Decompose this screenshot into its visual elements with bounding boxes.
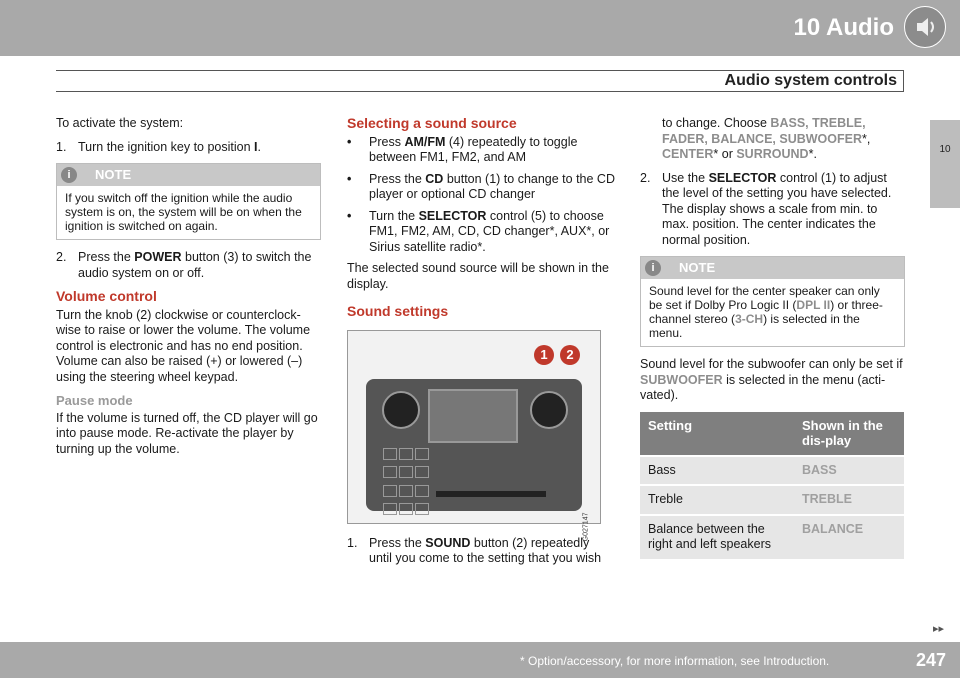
pause-text: If the volume is turned off, the CD player will go into pause mode. Re-activate the player by turning up the volume.: [56, 410, 318, 456]
table-cell: Treble: [640, 485, 794, 515]
text: Press the: [78, 250, 135, 264]
bullet-item: • Turn the SELECTOR control (5) to choose FM1, FM2, AM, CD, CD changer*, AUX*, or Sirius satellite radio*.: [347, 208, 610, 254]
keypad: [382, 447, 430, 499]
step-number: 1.: [347, 535, 358, 550]
menu-option: SUBWOOFER: [640, 372, 723, 387]
button-name: SOUND: [425, 535, 471, 550]
text: button (3) to switch the audio system on or off.: [78, 250, 312, 280]
key-position: I: [254, 139, 258, 154]
note-text: If you switch off the ignition while the audio system is on, the system will be on when the ignition is switched on again.: [65, 191, 302, 233]
text: Press: [369, 134, 405, 149]
header-bar: [0, 0, 960, 56]
section-title-bar: [56, 70, 904, 92]
text: *.: [808, 147, 817, 161]
text: control (5) to choose FM1, FM2, AM, CD, CD changer*, AUX*, or Sirius satellite radio*.: [369, 208, 610, 254]
text: control (1) to adjust the level of the setting you have selected. The display shows a scale from min. to max. position. The center indicates the normal position.: [662, 170, 892, 247]
step-2: [56, 250, 321, 281]
menu-option: 3-CH: [735, 312, 764, 326]
table-cell: Bass: [640, 456, 794, 486]
step-text: [78, 140, 261, 156]
button-name: POWER: [134, 250, 182, 264]
heading-sound-settings: Sound settings: [347, 303, 449, 319]
chapter-tab: [930, 120, 960, 208]
section-title: Audio system controls: [724, 72, 897, 89]
text: Press the: [369, 171, 426, 186]
next-page-arrows: ▸▸: [932, 623, 944, 635]
source-text: The selected sound source will be shown in the display.: [347, 261, 609, 291]
step-number: 2.: [56, 250, 67, 264]
step-number: 2.: [640, 170, 651, 185]
cd-slot: [436, 491, 546, 497]
note-box: [640, 256, 905, 347]
text: Sound level for the subwoofer can only be set if: [640, 357, 903, 371]
footnote: * Option/accessory, for more information, see Introduction.: [520, 654, 830, 668]
column-middle: [347, 116, 615, 575]
note-label: NOTE: [95, 167, 132, 183]
heading-pause-mode: Pause mode: [56, 393, 133, 408]
text: button (2) repeatedly until you come to the setting that you wish: [369, 535, 602, 565]
table-cell: BALANCE: [794, 515, 904, 559]
text: is selected in the menu (acti-vated).: [640, 372, 886, 402]
table-row: [640, 456, 904, 486]
step-text: [78, 250, 321, 281]
info-icon: i: [645, 260, 661, 276]
menu-option: CENTER: [662, 147, 714, 161]
step-1: [56, 140, 321, 156]
text: * or: [713, 147, 737, 161]
chapter-title: 10 Audio: [793, 14, 894, 41]
bullet-item: • Press AM/FM (4) repeatedly to toggle between FM1, FM2, and AM: [347, 134, 578, 164]
menu-option: SURROUND: [736, 147, 809, 161]
intro-text: To activate the system:: [56, 116, 184, 130]
step-1-continuation: [640, 116, 905, 163]
bullet-item: • Press the CD button (1) to change to the CD player or optional CD changer: [347, 171, 615, 201]
column-right: [640, 116, 905, 559]
text: button (1) to change to the CD player or optional CD changer: [369, 171, 615, 201]
control-name: SELECTOR: [708, 170, 777, 185]
chapter-tab-label: 10: [939, 144, 951, 155]
figure-code: G027147: [582, 512, 590, 542]
settings-table: [640, 412, 904, 559]
power-knob: [382, 391, 420, 429]
sound-knob: [530, 391, 568, 429]
table-cell: BASS: [794, 456, 904, 486]
note-label: NOTE: [679, 260, 716, 276]
text: Press the: [369, 535, 426, 550]
button-name: CD: [425, 171, 444, 186]
footer-bar: [0, 642, 960, 678]
text: Sound level for the center speaker can only be set if Dolby Pro Logic II (: [649, 284, 880, 312]
step-number: 1.: [56, 139, 67, 154]
text: (4) repeatedly to toggle between FM1, FM2, and AM: [369, 134, 578, 164]
heading-volume-control: Volume control: [56, 288, 157, 304]
column-left: [56, 116, 321, 465]
menu-options: BASS, TREBLE, FADER, BALANCE, SUBWOOFER: [662, 116, 866, 146]
audio-panel-figure: [347, 330, 601, 542]
info-icon: i: [61, 167, 77, 183]
text: Turn the: [369, 208, 419, 223]
menu-option: DPL II: [796, 298, 831, 312]
table-row: [640, 485, 904, 515]
volume-text: Turn the knob (2) clockwise or counterclock-wise to raise or lower the volume. The volume control is electronic and has no end position. Volume can also be raised (+) or lowered (–) using the steering wheel keypad.: [56, 307, 311, 384]
heading-selecting-source: Selecting a sound source: [347, 115, 517, 131]
page-number: 247: [915, 650, 946, 670]
speaker-icon: [904, 6, 946, 48]
table-header: Setting: [640, 412, 794, 456]
table-row: [640, 515, 904, 559]
text: ) is selected in the menu.: [649, 312, 860, 340]
table-cell: Balance between the right and left speakers: [640, 515, 794, 559]
text: ) or three-channel stereo (: [649, 298, 883, 326]
note-text: [641, 279, 904, 346]
text: Use the: [662, 170, 709, 185]
step-2-selector: [640, 171, 905, 249]
step-1-sound: [347, 536, 615, 567]
subwoofer-text: [640, 357, 905, 404]
button-name: AM/FM: [404, 134, 446, 149]
text: to change. Choose: [662, 116, 771, 130]
control-name: SELECTOR: [418, 208, 487, 223]
text: *,: [862, 131, 871, 146]
table-header: Shown in the dis-play: [794, 412, 904, 456]
note-box: [56, 163, 321, 240]
callout-badge-2: 2: [560, 345, 580, 365]
audio-panel-illustration: [366, 379, 582, 511]
text: .: [257, 139, 261, 154]
callout-badge-1: 1: [534, 345, 554, 365]
text: Turn the ignition key to position: [78, 139, 255, 154]
display-screen: [428, 389, 518, 443]
table-cell: TREBLE: [794, 485, 904, 515]
